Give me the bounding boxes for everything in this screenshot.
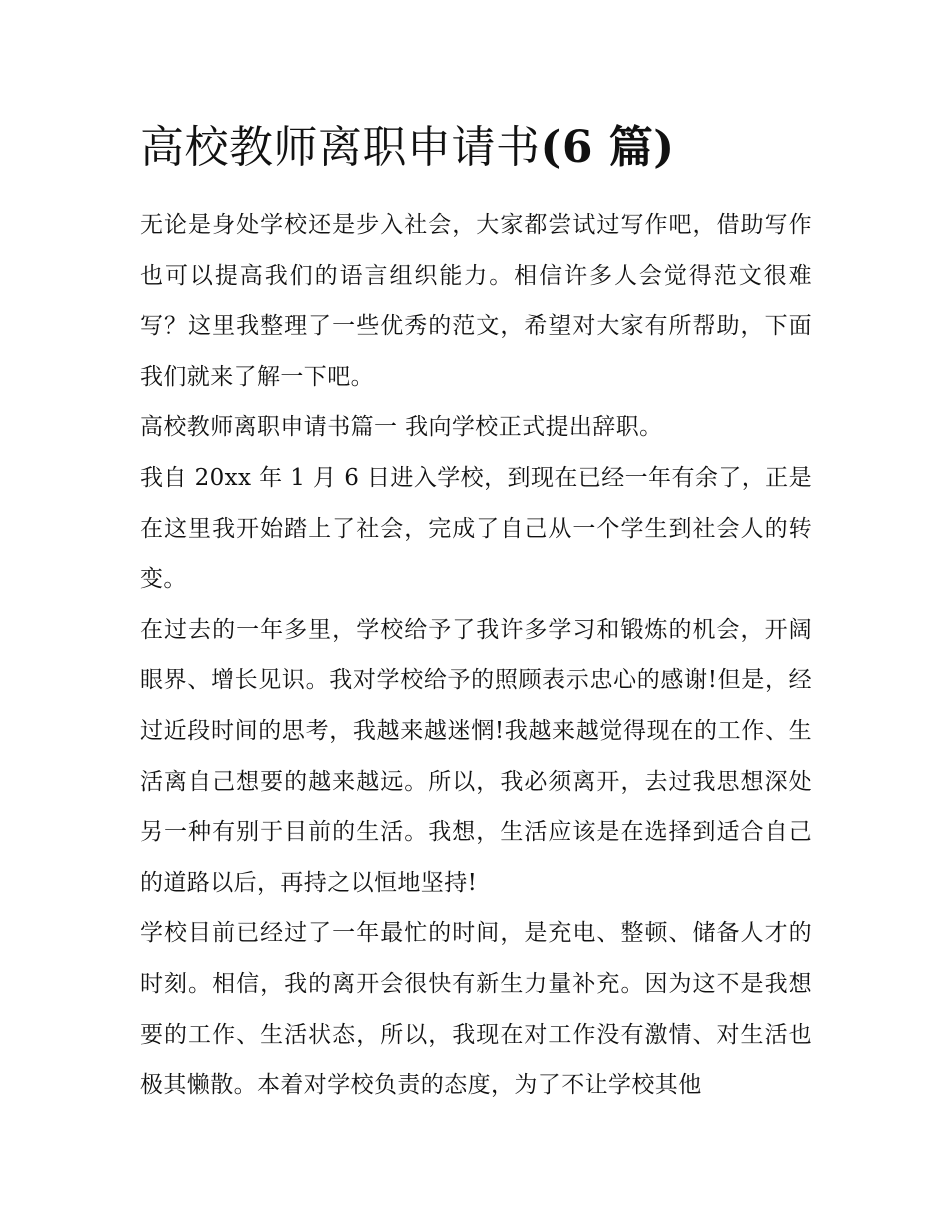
document-title [140,112,812,184]
intro-paragraph: 无论是身处学校还是步入社会，大家都尝试过写作吧，借助写作也可以提高我们的语言组织能力。相信许多人会觉得范文很难写？这里我整理了一些优秀的范文，希望对大家有所帮助，下面我们就来了解一下吧。 [140,212,812,390]
title-count: (6 篇) [540,122,675,173]
section-heading-paragraph: 高校教师离职申请书篇一 我向学校正式提出辞职。 [140,414,663,441]
title-text: 高校教师离职申请书 [140,122,541,173]
body-paragraph: 我自 20xx 年 1 月 6 日进入学校，到现在已经一年有余了，正是在这里我开始踏上了社会，完成了自己从一个学生到社会人的转变。 [140,464,812,593]
body-paragraph: 学校目前已经过了一年最忙的时间，是充电、整顿、储备人才的时刻。相信，我的离开会很快有新生力量补充。因为这不是我想要的工作、生活状态，所以，我现在对工作没有激情、对生活也极其懒散。本着对学校负责的态度，为了不让学校其他 [140,920,812,1099]
document-page [140,112,812,1111]
body-paragraph: 在过去的一年多里，学校给予了我许多学习和锻炼的机会，开阔眼界、增长见识。我对学校给予的照顾表示忠心的感谢!但是，经过近段时间的思考，我越来越迷惘!我越来越觉得现在的工作、生活离自己想要的越来越远。所以，我必须离开，去过我思想深处另一种有别于目前的生活。我想，生活应该是在选择到适合自己的道路以后，再持之以恒地坚持! [140,616,812,896]
